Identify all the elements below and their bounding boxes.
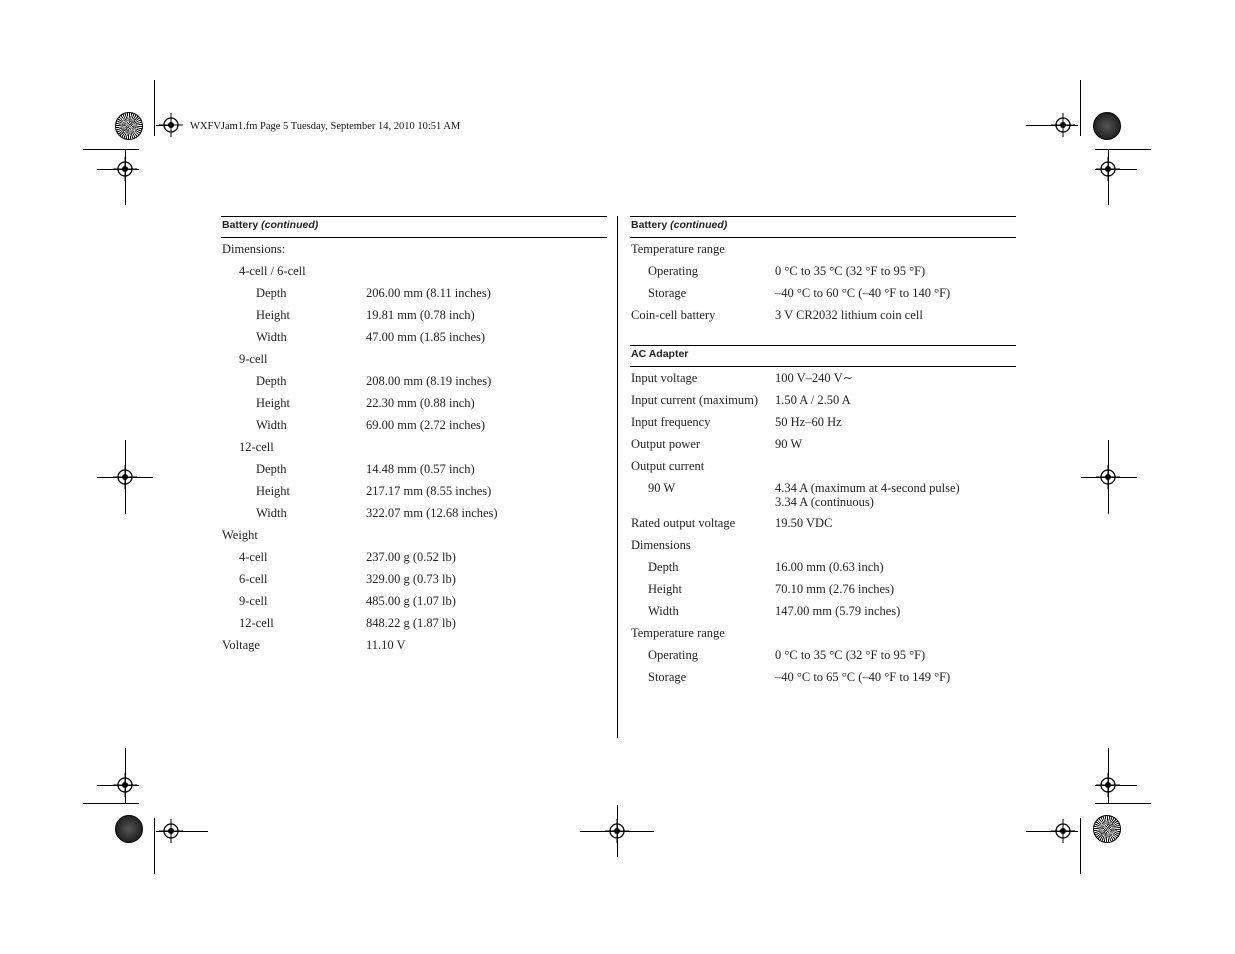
spec-label: Depth	[648, 560, 679, 574]
crop-line	[83, 149, 139, 150]
crop-line	[83, 803, 139, 804]
spec-value: 50 Hz–60 Hz	[775, 415, 842, 429]
spec-row	[221, 262, 607, 284]
spec-label: Temperature range	[631, 626, 725, 640]
spec-label: Storage	[648, 670, 687, 684]
crop-line	[617, 805, 618, 857]
spec-row	[630, 536, 1016, 558]
file-slug: WXFVJam1.fm Page 5 Tuesday, September 14, 2010 10:51 AM	[190, 121, 461, 132]
spec-label: Depth	[256, 462, 287, 476]
spec-value: 206.00 mm (8.11 inches)	[366, 286, 491, 300]
spec-value: 0 °C to 35 °C (32 °F to 95 °F)	[775, 264, 926, 278]
spec-value: 848.22 g (1.87 lb)	[366, 616, 456, 630]
crop-line	[1095, 149, 1151, 150]
spec-value: 329.00 g (0.73 lb)	[366, 572, 456, 586]
crop-line	[1080, 80, 1081, 136]
battery-spec-table	[221, 216, 607, 658]
spec-value: 237.00 g (0.52 lb)	[366, 550, 456, 564]
section-heading	[221, 216, 607, 238]
spec-row	[630, 624, 1016, 646]
star-target-icon	[1093, 112, 1121, 140]
section-heading	[630, 345, 1016, 367]
spec-row	[630, 240, 1016, 262]
spec-label: Input frequency	[631, 415, 711, 429]
crop-line	[156, 831, 208, 832]
spec-row	[630, 646, 1016, 668]
spec-label: Height	[256, 484, 291, 498]
spec-label: Operating	[648, 648, 698, 662]
spec-value: 22.30 mm (0.88 inch)	[366, 396, 475, 410]
spec-row	[221, 460, 607, 482]
crop-line	[1026, 125, 1078, 126]
spec-label: Voltage	[222, 638, 260, 652]
spec-value: 485.00 g (1.07 lb)	[366, 594, 456, 608]
spec-row	[630, 413, 1016, 435]
spec-value: 3 V CR2032 lithium coin cell	[775, 308, 923, 322]
star-target-icon	[115, 815, 143, 843]
spec-label: Dimensions	[631, 538, 691, 552]
spec-label: Input voltage	[631, 371, 698, 385]
continued-label: (continued)	[261, 219, 319, 231]
column-divider	[617, 216, 618, 738]
spec-row	[221, 614, 607, 636]
spec-value: 11.10 V	[366, 638, 406, 652]
spec-value: 90 W	[775, 437, 803, 451]
crop-line	[1095, 785, 1137, 786]
spec-row	[630, 306, 1016, 328]
star-target-icon	[115, 112, 143, 140]
spec-label: Weight	[222, 528, 258, 542]
crop-line	[1081, 477, 1137, 478]
crop-line	[1108, 440, 1109, 514]
spec-label: 9-cell	[239, 352, 268, 366]
spec-value: 19.81 mm (0.78 inch)	[366, 308, 475, 322]
spec-label: Dimensions:	[222, 242, 286, 256]
spec-row	[630, 391, 1016, 413]
crop-line	[1095, 803, 1151, 804]
spec-value	[775, 481, 960, 509]
spec-label: Height	[256, 396, 291, 410]
spec-row	[221, 240, 607, 262]
spec-label: Input current (maximum)	[631, 393, 759, 407]
spec-value-line: 3.34 A (continuous)	[775, 495, 874, 509]
crop-line	[154, 80, 155, 136]
spec-row	[221, 592, 607, 614]
section-heading	[630, 216, 1016, 238]
spec-label: Coin-cell battery	[631, 308, 716, 322]
crop-line	[125, 440, 126, 514]
crop-line	[97, 169, 139, 170]
spec-label: Height	[256, 308, 291, 322]
spec-value: 322.07 mm (12.68 inches)	[366, 506, 498, 520]
spec-label: Width	[648, 604, 679, 618]
spec-row	[630, 284, 1016, 306]
spec-value: 19.50 VDC	[775, 516, 833, 530]
spec-value: –40 °C to 65 °C (–40 °F to 149 °F)	[775, 670, 951, 684]
crop-line	[125, 748, 126, 804]
spec-label: Output power	[631, 437, 701, 451]
spec-value: 14.48 mm (0.57 inch)	[366, 462, 475, 476]
continued-label: (continued)	[670, 219, 728, 231]
spec-row	[630, 479, 1016, 514]
section-title: Battery	[631, 219, 668, 231]
spec-label: Depth	[256, 286, 287, 300]
spec-row	[630, 580, 1016, 602]
spec-row	[630, 435, 1016, 457]
spec-row	[221, 350, 607, 372]
spec-label: 6-cell	[239, 572, 268, 586]
crop-line	[97, 785, 139, 786]
crop-line	[154, 818, 155, 874]
spec-row	[221, 416, 607, 438]
spec-label: 12-cell	[239, 616, 274, 630]
spec-label: 90 W	[648, 481, 676, 495]
spec-label: Operating	[648, 264, 698, 278]
battery-ac-spec-table	[630, 216, 1016, 690]
spec-row	[221, 306, 607, 328]
spec-row	[221, 438, 607, 460]
spec-value: 0 °C to 35 °C (32 °F to 95 °F)	[775, 648, 926, 662]
spec-row	[221, 504, 607, 526]
spec-label: Height	[648, 582, 683, 596]
spec-value: 217.17 mm (8.55 inches)	[366, 484, 492, 498]
spec-row	[630, 668, 1016, 690]
spec-row	[630, 457, 1016, 479]
spec-value: 47.00 mm (1.85 inches)	[366, 330, 486, 344]
spec-row	[221, 284, 607, 306]
spec-value: 208.00 mm (8.19 inches)	[366, 374, 492, 388]
spec-value: 147.00 mm (5.79 inches)	[775, 604, 901, 618]
spec-value: 1.50 A / 2.50 A	[775, 393, 851, 407]
spec-label: Temperature range	[631, 242, 725, 256]
spec-label: Width	[256, 506, 287, 520]
spec-label: 9-cell	[239, 594, 268, 608]
spec-row	[630, 558, 1016, 580]
spec-label: Rated output voltage	[631, 516, 736, 530]
spec-row	[630, 602, 1016, 624]
spec-label: 12-cell	[239, 440, 274, 454]
spec-label: Width	[256, 418, 287, 432]
spec-row	[221, 570, 607, 592]
section-title: Battery	[222, 219, 259, 231]
crop-line	[1108, 149, 1109, 205]
spec-value-line: 4.34 A (maximum at 4-second pulse)	[775, 481, 960, 495]
star-target-icon	[1093, 815, 1121, 843]
spec-row	[221, 636, 607, 658]
spec-value: –40 °C to 60 °C (–40 °F to 140 °F)	[775, 286, 951, 300]
spec-label: 4-cell / 6-cell	[239, 264, 306, 278]
spec-value: 16.00 mm (0.63 inch)	[775, 560, 884, 574]
spec-label: Width	[256, 330, 287, 344]
spec-row	[630, 369, 1016, 391]
spec-value: 69.00 mm (2.72 inches)	[366, 418, 486, 432]
spec-row	[221, 548, 607, 570]
section-title: AC Adapter	[631, 348, 689, 360]
crop-line	[1080, 818, 1081, 874]
crop-line	[1095, 169, 1137, 170]
spec-label: Storage	[648, 286, 687, 300]
spec-value: 100 V–240 V∼	[775, 371, 854, 385]
spec-row	[221, 526, 607, 548]
spec-label: Output current	[631, 459, 705, 473]
crop-line	[156, 125, 174, 126]
spec-value: 70.10 mm (2.76 inches)	[775, 582, 895, 596]
crop-line	[1108, 748, 1109, 804]
spec-row	[630, 514, 1016, 536]
spec-row	[630, 262, 1016, 284]
spec-row	[221, 328, 607, 350]
spec-label: Depth	[256, 374, 287, 388]
spec-row	[221, 394, 607, 416]
crop-line	[125, 149, 126, 205]
spec-row	[221, 372, 607, 394]
spec-label: 4-cell	[239, 550, 268, 564]
spec-row	[221, 482, 607, 504]
crop-line	[1026, 831, 1078, 832]
